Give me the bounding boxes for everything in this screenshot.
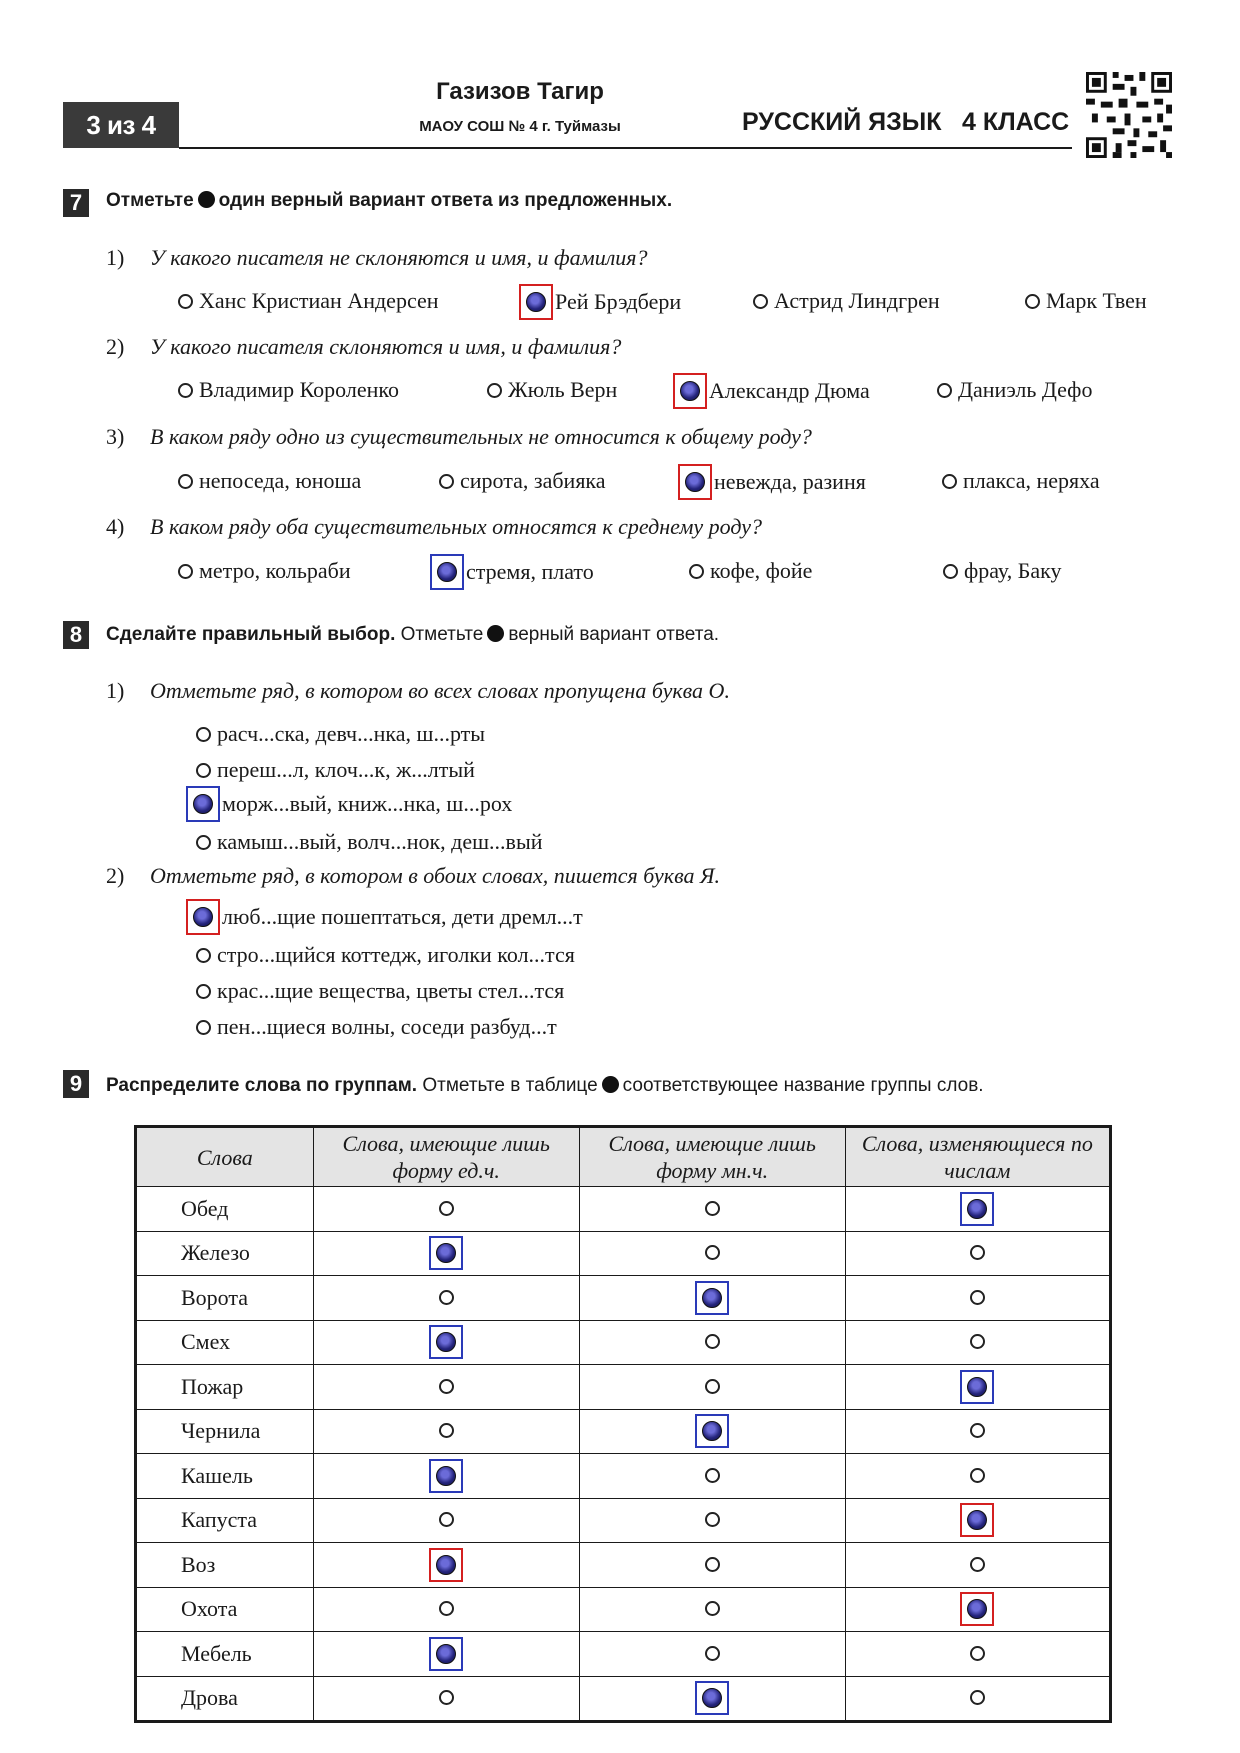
answer-cell[interactable] (845, 1320, 1110, 1365)
radio-filled-icon (526, 292, 546, 312)
answer-option[interactable] (439, 468, 606, 494)
answer-option-selected[interactable] (673, 373, 870, 409)
radio-empty-icon[interactable] (196, 984, 211, 999)
marked-answer-box[interactable] (429, 1459, 463, 1493)
task-8-title-pre: Отметьте (400, 624, 484, 645)
answer-cell[interactable] (313, 1409, 579, 1454)
option-label: метро, кольраби (199, 558, 351, 583)
row-word: Обед (136, 1187, 314, 1232)
row-word: Железо (136, 1231, 314, 1276)
radio-empty-icon[interactable] (439, 1512, 454, 1527)
option-label: непоседа, юноша (199, 468, 362, 493)
answer-cell[interactable] (845, 1409, 1110, 1454)
answer-cell[interactable] (845, 1365, 1110, 1410)
radio-filled-icon (193, 907, 213, 927)
radio-empty-icon[interactable] (439, 1201, 454, 1216)
option-label: стремя, плато (466, 559, 594, 584)
answer-cell[interactable] (579, 1587, 845, 1632)
answer-cell[interactable] (579, 1543, 845, 1588)
radio-filled-icon (685, 472, 705, 492)
answer-option[interactable] (178, 468, 361, 494)
radio-empty-icon[interactable] (196, 948, 211, 963)
answer-option[interactable] (196, 942, 575, 968)
task-9-title-pre: Отметьте в таблице (422, 1075, 598, 1096)
marked-answer-box[interactable] (960, 1370, 994, 1404)
radio-filled-icon (436, 1644, 456, 1664)
option-label: Жюль Верн (508, 377, 618, 402)
answer-option[interactable] (178, 558, 351, 584)
answer-option-selected[interactable] (186, 899, 583, 935)
radio-empty-icon[interactable] (705, 1334, 720, 1349)
option-label: Марк Твен (1046, 288, 1147, 313)
marked-answer-box[interactable] (695, 1681, 729, 1715)
answer-option[interactable] (487, 377, 617, 403)
radio-empty-icon[interactable] (705, 1245, 720, 1260)
radio-filled-icon (967, 1377, 987, 1397)
radio-empty-icon[interactable] (970, 1557, 985, 1572)
answer-option-selected[interactable] (678, 464, 866, 500)
answer-cell[interactable] (845, 1187, 1110, 1232)
subject-title: РУССКИЙ ЯЗЫК (742, 108, 942, 136)
answer-cell[interactable] (845, 1231, 1110, 1276)
table-row (136, 1187, 1111, 1232)
answer-cell[interactable] (845, 1587, 1110, 1632)
option-label: люб...щие пошептаться, дети дремл...т (222, 904, 583, 929)
task-7-title-pre: Отметьте (106, 190, 194, 211)
radio-filled-icon (702, 1688, 722, 1708)
radio-empty-icon[interactable] (196, 1020, 211, 1035)
answer-cell[interactable] (579, 1187, 845, 1232)
task-8-title-bold: Сделайте правильный выбор. (106, 624, 396, 645)
task-9-title-bold: Распределите слова по группам. (106, 1075, 418, 1096)
radio-empty-icon[interactable] (705, 1646, 720, 1661)
option-label: Александр Дюма (709, 378, 870, 403)
marked-answer-box[interactable] (429, 1236, 463, 1270)
question-text: Отметьте ряд, в котором во всех словах пропущена буква О. (150, 678, 730, 703)
option-label: плакса, неряха (963, 468, 1100, 493)
row-word: Мебель (136, 1632, 314, 1677)
filled-dot-icon (198, 191, 215, 208)
radio-filled-icon (680, 381, 700, 401)
option-label: Даниэль Дефо (958, 377, 1093, 402)
radio-empty-icon[interactable] (705, 1512, 720, 1527)
radio-filled-icon (967, 1510, 987, 1530)
table-body (136, 1187, 1111, 1722)
answer-cell[interactable] (313, 1498, 579, 1543)
task-7-title-post: один верный вариант ответа из предложенных. (218, 190, 673, 211)
answer-cell[interactable] (313, 1587, 579, 1632)
option-label: пен...щиеся волны, соседи разбуд...т (217, 1014, 557, 1039)
row-word: Дрова (136, 1676, 314, 1722)
answer-cell[interactable] (845, 1632, 1110, 1677)
radio-empty-icon[interactable] (705, 1468, 720, 1483)
question-number: 1) (106, 678, 125, 703)
word-groups-table (134, 1125, 1112, 1723)
option-label: Астрид Линдгрен (774, 288, 940, 313)
row-word: Охота (136, 1587, 314, 1632)
radio-empty-icon[interactable] (970, 1334, 985, 1349)
answer-cell[interactable] (579, 1676, 845, 1722)
marked-answer-box[interactable] (673, 373, 707, 409)
radio-empty-icon[interactable] (970, 1646, 985, 1661)
radio-empty-icon[interactable] (178, 383, 193, 398)
grade-title: 4 КЛАСС (962, 108, 1070, 136)
answer-option[interactable] (196, 721, 485, 747)
question-number: 4) (106, 514, 125, 539)
answer-option-selected[interactable] (430, 554, 594, 590)
radio-filled-icon (436, 1243, 456, 1263)
radio-empty-icon[interactable] (689, 564, 704, 579)
radio-empty-icon[interactable] (439, 1290, 454, 1305)
radio-filled-icon (193, 794, 213, 814)
radio-filled-icon (436, 1555, 456, 1575)
answer-option[interactable] (196, 829, 543, 855)
radio-empty-icon[interactable] (753, 294, 768, 309)
answer-cell[interactable] (845, 1543, 1110, 1588)
header-divider (179, 147, 1072, 149)
answer-cell[interactable] (579, 1454, 845, 1499)
question-text: В каком ряду одно из существительных не относится к общему роду? (150, 424, 812, 449)
marked-answer-box[interactable] (186, 899, 220, 935)
option-label: Владимир Короленко (199, 377, 399, 402)
marked-answer-box[interactable] (960, 1592, 994, 1626)
answer-cell[interactable] (579, 1365, 845, 1410)
row-word: Воз (136, 1543, 314, 1588)
answer-cell[interactable] (313, 1365, 579, 1410)
radio-filled-icon (436, 1332, 456, 1352)
table-header-row (136, 1127, 1111, 1187)
answer-cell[interactable] (845, 1276, 1110, 1321)
column-header-both: Слова, изменяющиеся по числам (845, 1127, 1110, 1187)
radio-empty-icon[interactable] (970, 1468, 985, 1483)
answer-cell[interactable] (313, 1187, 579, 1232)
answer-cell[interactable] (579, 1498, 845, 1543)
question-number: 1) (106, 245, 125, 270)
question-text: В каком ряду оба существительных относятся к среднему роду? (150, 514, 762, 539)
task-8-number: 8 (63, 621, 89, 649)
student-name: Газизов Тагир (436, 78, 604, 105)
answer-option[interactable] (689, 558, 812, 584)
question-text: У какого писателя склоняются и имя, и фамилия? (150, 334, 622, 359)
radio-empty-icon[interactable] (970, 1423, 985, 1438)
answer-cell[interactable] (313, 1231, 579, 1276)
radio-empty-icon[interactable] (943, 564, 958, 579)
filled-dot-icon (602, 1076, 619, 1093)
marked-answer-box[interactable] (429, 1325, 463, 1359)
answer-option[interactable] (1025, 288, 1147, 314)
option-label: стро...щийся коттедж, иголки кол...тся (217, 942, 575, 967)
option-label: фрау, Баку (964, 558, 1062, 583)
answer-option[interactable] (943, 558, 1061, 584)
radio-empty-icon[interactable] (942, 474, 957, 489)
answer-option-selected[interactable] (519, 284, 681, 320)
answer-cell[interactable] (313, 1454, 579, 1499)
table-row (136, 1409, 1111, 1454)
radio-filled-icon (702, 1421, 722, 1441)
answer-option-selected[interactable] (186, 786, 512, 822)
filled-dot-icon (487, 625, 504, 642)
answer-option[interactable] (178, 377, 399, 403)
radio-empty-icon[interactable] (970, 1690, 985, 1705)
row-word: Кашель (136, 1454, 314, 1499)
question-text: Отметьте ряд, в котором в обоих словах, пишется буква Я. (150, 863, 720, 888)
marked-answer-box[interactable] (430, 554, 464, 590)
radio-empty-icon[interactable] (196, 835, 211, 850)
marked-answer-box[interactable] (960, 1192, 994, 1226)
school-name: МАОУ СОШ № 4 г. Туймазы (419, 118, 621, 135)
question-number: 2) (106, 334, 125, 359)
radio-empty-icon[interactable] (178, 564, 193, 579)
answer-option[interactable] (178, 288, 439, 314)
marked-answer-box[interactable] (960, 1503, 994, 1537)
answer-cell[interactable] (579, 1231, 845, 1276)
radio-filled-icon (702, 1288, 722, 1308)
table-row (136, 1676, 1111, 1722)
table-row (136, 1543, 1111, 1588)
answer-option[interactable] (942, 468, 1100, 494)
table-row (136, 1454, 1111, 1499)
answer-cell[interactable] (579, 1276, 845, 1321)
radio-empty-icon[interactable] (178, 474, 193, 489)
marked-answer-box[interactable] (678, 464, 712, 500)
question-number: 3) (106, 424, 125, 449)
option-label: невежда, разиня (714, 469, 866, 494)
column-header-words: Слова (136, 1127, 314, 1187)
column-header-singular: Слова, имеющие лишь форму ед.ч. (313, 1127, 579, 1187)
marked-answer-box[interactable] (186, 786, 220, 822)
radio-empty-icon[interactable] (178, 294, 193, 309)
option-label: переш...л, клоч...к, ж...лтый (217, 757, 475, 782)
radio-empty-icon[interactable] (439, 1690, 454, 1705)
radio-empty-icon[interactable] (937, 383, 952, 398)
marked-answer-box[interactable] (519, 284, 553, 320)
answer-cell[interactable] (579, 1632, 845, 1677)
radio-filled-icon (967, 1199, 987, 1219)
table-row (136, 1587, 1111, 1632)
answer-cell[interactable] (313, 1543, 579, 1588)
task-8-title (106, 624, 719, 646)
radio-empty-icon[interactable] (705, 1201, 720, 1216)
option-label: морж...вый, книж...нка, ш...рох (222, 791, 513, 816)
marked-answer-box[interactable] (429, 1548, 463, 1582)
task-9-title (106, 1075, 984, 1097)
answer-cell[interactable] (845, 1454, 1110, 1499)
task-7-title (106, 190, 672, 212)
question-text: У какого писателя не склоняются и имя, и фамилия? (150, 245, 648, 270)
answer-option[interactable] (753, 288, 940, 314)
radio-empty-icon[interactable] (196, 763, 211, 778)
radio-filled-icon (967, 1599, 987, 1619)
row-word: Чернила (136, 1409, 314, 1454)
radio-empty-icon[interactable] (196, 727, 211, 742)
answer-cell[interactable] (579, 1320, 845, 1365)
column-header-plural: Слова, имеющие лишь форму мн.ч. (579, 1127, 845, 1187)
task-9-title-post: соответствующее название группы слов. (622, 1075, 984, 1096)
option-label: крас...щие вещества, цветы стел...тся (217, 978, 565, 1003)
option-label: расч...ска, девч...нка, ш...рты (217, 721, 486, 746)
radio-empty-icon[interactable] (970, 1290, 985, 1305)
option-label: Рей Брэдбери (555, 289, 682, 314)
answer-cell[interactable] (313, 1632, 579, 1677)
radio-empty-icon[interactable] (439, 474, 454, 489)
task-7-number: 7 (63, 189, 89, 217)
option-label: камыш...вый, волч...нок, деш...вый (217, 829, 543, 854)
task-8-title-post: верный вариант ответа. (508, 624, 720, 645)
option-label: Ханс Кристиан Андерсен (199, 288, 439, 313)
table-row (136, 1365, 1111, 1410)
radio-filled-icon (436, 1466, 456, 1486)
row-word: Пожар (136, 1365, 314, 1410)
answer-option[interactable] (196, 1014, 557, 1040)
option-label: кофе, фойе (710, 558, 813, 583)
answer-option[interactable] (196, 978, 564, 1004)
answer-cell[interactable] (845, 1676, 1110, 1722)
answer-cell[interactable] (313, 1676, 579, 1722)
table-row (136, 1231, 1111, 1276)
radio-filled-icon (437, 562, 457, 582)
answer-cell[interactable] (845, 1498, 1110, 1543)
radio-empty-icon[interactable] (439, 1423, 454, 1438)
answer-cell[interactable] (579, 1409, 845, 1454)
row-word: Капуста (136, 1498, 314, 1543)
marked-answer-box[interactable] (429, 1637, 463, 1671)
answer-option[interactable] (937, 377, 1092, 403)
page-indicator: 3 из 4 (63, 102, 179, 148)
question-number: 2) (106, 863, 125, 888)
table-row (136, 1320, 1111, 1365)
radio-empty-icon[interactable] (439, 1601, 454, 1616)
radio-empty-icon[interactable] (487, 383, 502, 398)
task-9-number: 9 (63, 1070, 89, 1098)
table-row (136, 1498, 1111, 1543)
table-row (136, 1276, 1111, 1321)
option-label: сирота, забияка (460, 468, 606, 493)
answer-option[interactable] (196, 757, 475, 783)
qr-code-icon (1086, 72, 1172, 158)
radio-empty-icon[interactable] (1025, 294, 1040, 309)
row-word: Ворота (136, 1276, 314, 1321)
table-row (136, 1632, 1111, 1677)
answer-cell[interactable] (313, 1276, 579, 1321)
radio-empty-icon[interactable] (705, 1379, 720, 1394)
radio-empty-icon[interactable] (439, 1379, 454, 1394)
marked-answer-box[interactable] (695, 1414, 729, 1448)
answer-cell[interactable] (313, 1320, 579, 1365)
marked-answer-box[interactable] (695, 1281, 729, 1315)
radio-empty-icon[interactable] (705, 1557, 720, 1572)
radio-empty-icon[interactable] (705, 1601, 720, 1616)
radio-empty-icon[interactable] (970, 1245, 985, 1260)
row-word: Смех (136, 1320, 314, 1365)
